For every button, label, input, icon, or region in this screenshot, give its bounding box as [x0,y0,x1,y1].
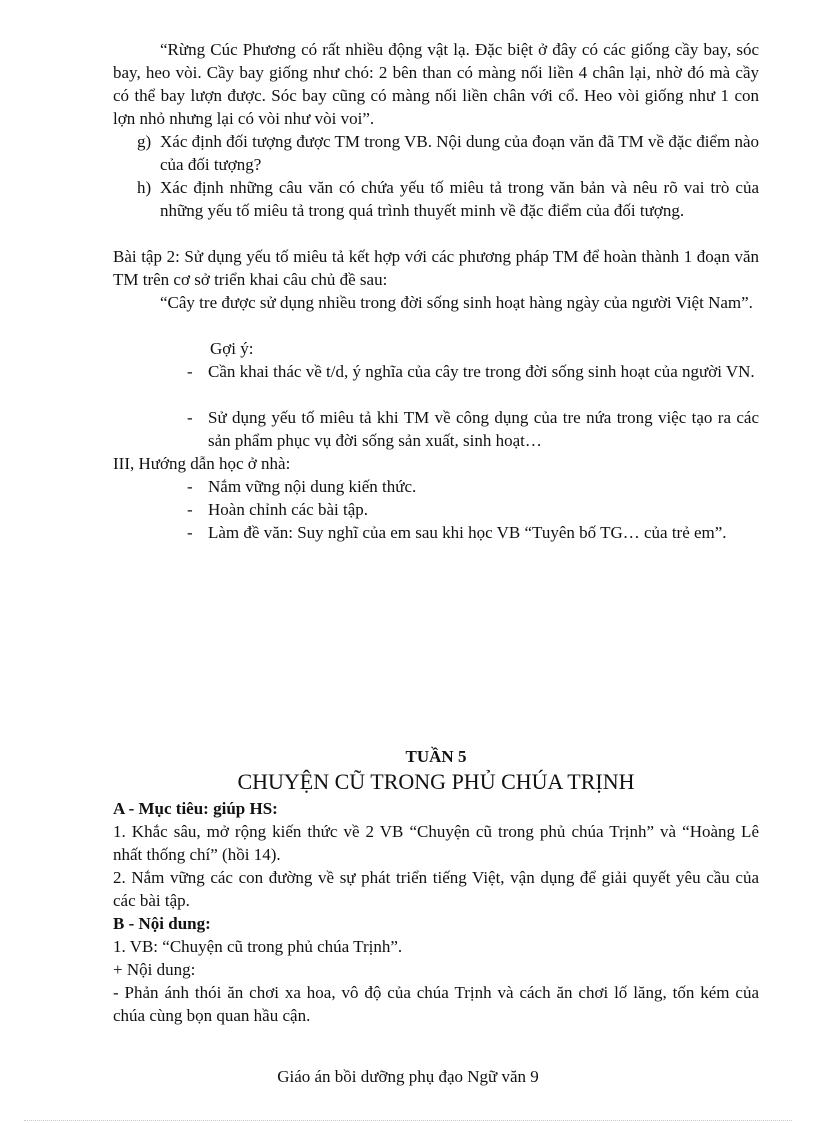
quote-paragraph: “Rừng Cúc Phương có rất nhiều động vật lạ. Đặc biệt ở đây có các giống cầy bay, sóc bay, heo vòi. Cầy bay giống như chó: 2 bên than có màng nối liền 4 chân lại, nhờ đó mà cầy có thể bay lượn được. Sóc bay cũng có màng nối liền chân với cổ. Heo vòi giống như 1 con lợn nhỏ nhưng lại có vòi như vòi voi”. [113,40,759,128]
page-footer: Giáo án bồi dưỡng phụ đạo Ngữ văn 9 [277,1067,539,1086]
dash-bullet: - [187,500,193,519]
exercise-2-quote: “Cây tre được sử dụng nhiều trong đời sống sinh hoạt hàng ngày của người Việt Nam”. [160,293,753,312]
item-h-label: h) [137,178,152,197]
dash-bullet: - [187,523,193,542]
lesson-title: CHUYỆN CŨ TRONG PHỦ CHÚA TRỊNH [237,769,635,794]
hint-label: Gợi ý: [210,339,254,358]
section-b-item-2: + Nội dung: [113,960,196,979]
item-g-text: Xác định đối tượng được TM trong VB. Nội dung của đoạn văn đã TM về đặc điểm nào của đối tượng? [160,132,759,174]
dash-bullet: - [187,362,193,381]
homework-item-1-text: Nắm vững nội dung kiến thức. [208,477,417,496]
dash-bullet: - [187,477,193,496]
item-g [113,130,759,176]
bottom-divider [24,1120,792,1121]
section-b-item-1: 1. VB: “Chuyện cũ trong phủ chúa Trịnh”. [113,937,403,956]
section-b-item-3: - Phản ánh thói ăn chơi xa hoa, vô độ của chúa Trịnh và cách ăn chơi lố lăng, tốn kém của chúa cùng bọn quan hầu cận. [113,983,759,1025]
exercise-2: Bài tập 2: Sử dụng yếu tố miêu tả kết hợp với các phương pháp TM để hoàn thành 1 đoạn văn TM trên cơ sở triển khai câu chủ đề sau: [113,247,759,289]
item-h-text: Xác định những câu văn có chứa yếu tố miêu tả trong văn bản và nêu rõ vai trò của những yếu tố miêu tả trong quá trình thuyết minh về đặc điểm của đối tượng. [160,178,759,220]
hint-item-2-text: Sử dụng yếu tố miêu tả khi TM về công dụng của tre nứa trong việc tạo ra các sản phẩm phục vụ đời sống sản xuất, sinh hoạt… [208,408,759,450]
section-a-title: A - Mục tiêu: giúp HS: [113,799,278,818]
homework-item-3 [113,521,759,544]
dash-bullet: - [187,408,193,427]
homework-item-3-text: Làm đề văn: Suy nghĩ của em sau khi học VB “Tuyên bố TG… của trẻ em”. [208,523,727,542]
hint-item-1 [113,360,759,383]
hint-item-1-text: Cần khai thác về t/d, ý nghĩa của cây tre trong đời sống sinh hoạt của người VN. [208,362,755,381]
homework-item-2 [113,498,759,521]
section-b-title: B - Nội dung: [113,914,211,933]
item-h [113,176,759,222]
homework-item-1 [113,475,759,498]
homework-item-2-text: Hoàn chỉnh các bài tập. [208,500,369,519]
homework-title: III, Hướng dẫn học ở nhà: [113,454,291,473]
item-g-label: g) [137,132,152,151]
section-a-item-2: 2. Nắm vững các con đường về sự phát triển tiếng Việt, vận dụng để giải quyết yêu cầu của các bài tập. [113,868,759,910]
week-heading: TUẦN 5 [405,747,467,766]
section-a-item-1: 1. Khắc sâu, mở rộng kiến thức về 2 VB “Chuyện cũ trong phủ chúa Trịnh” và “Hoàng Lê nhất thống chí” (hồi 14). [113,822,759,864]
hint-item-2 [113,406,759,452]
